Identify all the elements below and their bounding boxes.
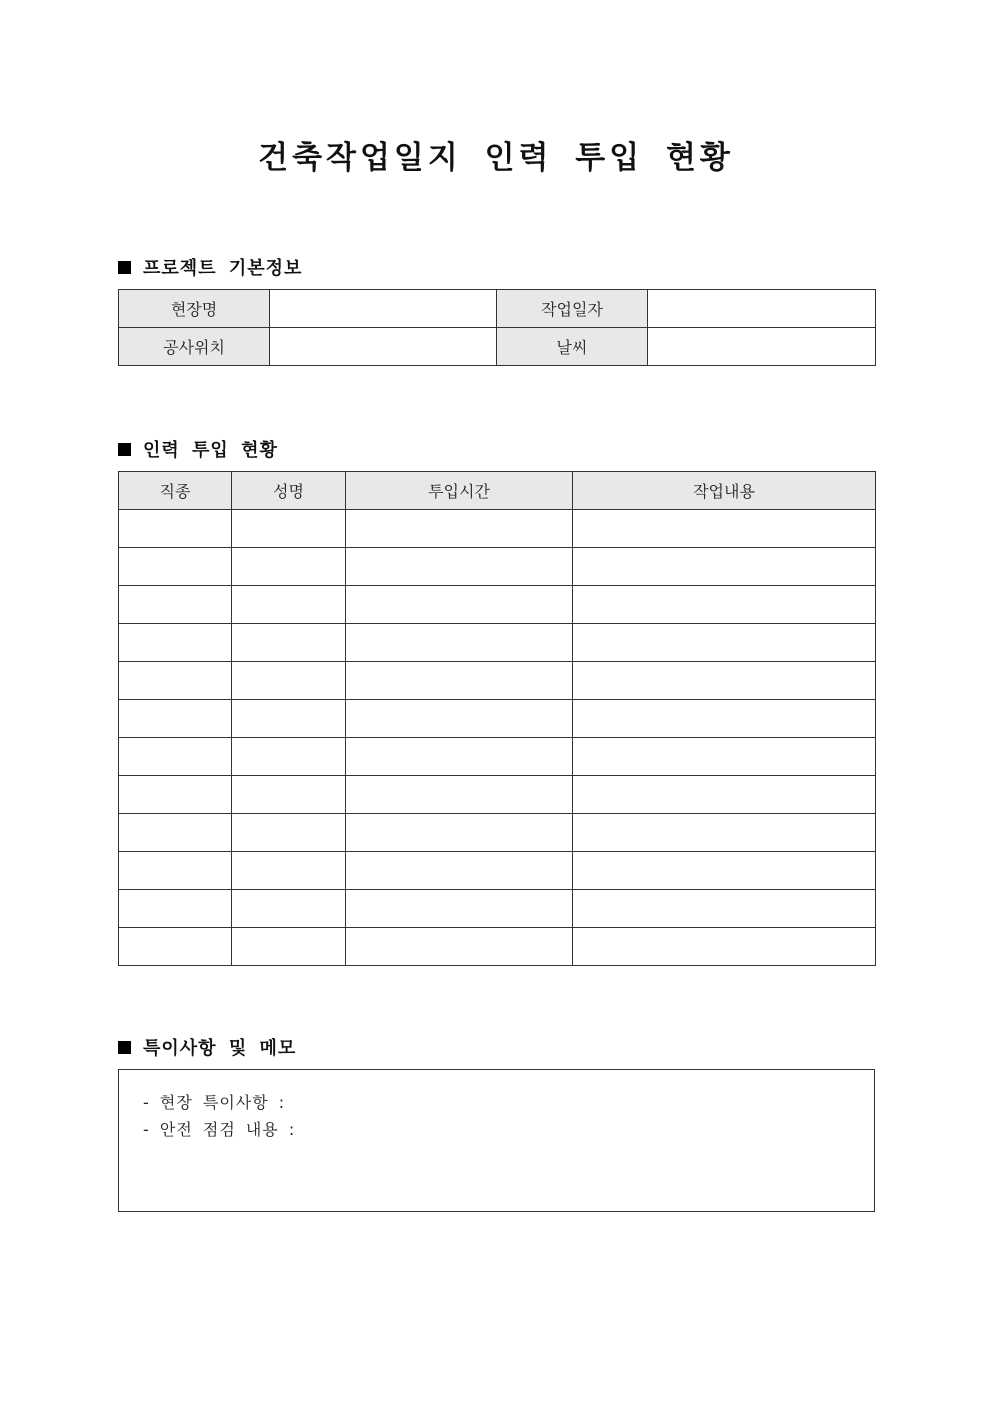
table-cell[interactable]: [232, 662, 346, 700]
label-work-date: 작업일자: [497, 290, 648, 328]
table-cell[interactable]: [346, 548, 573, 586]
label-weather: 날씨: [497, 328, 648, 366]
labor-table: [118, 471, 876, 966]
table-row: [119, 814, 876, 852]
table-cell[interactable]: [346, 928, 573, 966]
table-cell[interactable]: [119, 928, 232, 966]
table-cell[interactable]: [119, 890, 232, 928]
table-cell[interactable]: [346, 738, 573, 776]
section-heading-label: 인력 투입 현황: [143, 440, 278, 461]
memo-box[interactable]: [118, 1069, 875, 1212]
section-heading-project-info: [118, 254, 302, 280]
site-name-field[interactable]: [270, 290, 497, 328]
table-cell[interactable]: [232, 814, 346, 852]
square-bullet-icon: [118, 1041, 131, 1054]
table-cell[interactable]: [346, 814, 573, 852]
table-row: [119, 738, 876, 776]
table-row: [119, 586, 876, 624]
table-cell[interactable]: [346, 586, 573, 624]
table-cell[interactable]: [119, 700, 232, 738]
table-cell[interactable]: [232, 586, 346, 624]
table-row: [119, 548, 876, 586]
table-cell[interactable]: [119, 624, 232, 662]
table-row: [119, 890, 876, 928]
table-cell[interactable]: [573, 814, 876, 852]
table-cell[interactable]: [119, 586, 232, 624]
section-heading-label: 프로젝트 기본정보: [143, 258, 303, 279]
table-cell[interactable]: [232, 776, 346, 814]
section-heading-labor: [118, 436, 278, 462]
page-title: 건축작업일지 인력 투입 현황: [258, 140, 734, 176]
table-cell[interactable]: [232, 738, 346, 776]
table-cell[interactable]: [573, 928, 876, 966]
table-cell[interactable]: [119, 738, 232, 776]
table-cell[interactable]: [119, 776, 232, 814]
section-heading-memo: [118, 1034, 296, 1060]
section-heading-label: 특이사항 및 메모: [143, 1038, 297, 1059]
column-header-work: 작업내용: [573, 472, 876, 510]
table-cell[interactable]: [119, 852, 232, 890]
table-cell[interactable]: [573, 738, 876, 776]
label-site-name: 현장명: [119, 290, 270, 328]
column-header-name: 성명: [232, 472, 346, 510]
table-cell[interactable]: [119, 510, 232, 548]
table-cell[interactable]: [346, 890, 573, 928]
table-cell[interactable]: [573, 852, 876, 890]
table-cell[interactable]: [573, 510, 876, 548]
table-cell[interactable]: [119, 548, 232, 586]
table-cell[interactable]: [232, 548, 346, 586]
table-cell[interactable]: [346, 624, 573, 662]
project-info-table: [118, 289, 876, 366]
table-cell[interactable]: [573, 662, 876, 700]
column-header-hours: 투입시간: [346, 472, 573, 510]
table-row: [119, 662, 876, 700]
table-cell[interactable]: [346, 776, 573, 814]
table-cell[interactable]: [573, 776, 876, 814]
table-cell[interactable]: [232, 852, 346, 890]
memo-line-site-notes: - 현장 특이사항 :: [143, 1093, 286, 1112]
table-cell[interactable]: [573, 890, 876, 928]
memo-line-safety-check: - 안전 점검 내용 :: [143, 1120, 296, 1139]
table-cell[interactable]: [119, 662, 232, 700]
table-cell[interactable]: [573, 586, 876, 624]
table-row: [119, 700, 876, 738]
weather-field[interactable]: [648, 328, 876, 366]
table-cell[interactable]: [119, 814, 232, 852]
table-cell[interactable]: [346, 852, 573, 890]
square-bullet-icon: [118, 261, 131, 274]
work-date-field[interactable]: [648, 290, 876, 328]
table-cell[interactable]: [232, 928, 346, 966]
table-row: [119, 928, 876, 966]
table-cell[interactable]: [573, 700, 876, 738]
table-row: [119, 510, 876, 548]
table-row: [119, 776, 876, 814]
square-bullet-icon: [118, 443, 131, 456]
table-cell[interactable]: [232, 510, 346, 548]
column-header-trade: 직종: [119, 472, 232, 510]
table-row: [119, 624, 876, 662]
table-row: [119, 852, 876, 890]
location-field[interactable]: [270, 328, 497, 366]
labor-table-header: [119, 472, 876, 510]
table-cell[interactable]: [232, 890, 346, 928]
table-cell[interactable]: [346, 510, 573, 548]
table-cell[interactable]: [232, 624, 346, 662]
table-cell[interactable]: [232, 700, 346, 738]
table-cell[interactable]: [346, 700, 573, 738]
label-location: 공사위치: [119, 328, 270, 366]
table-cell[interactable]: [346, 662, 573, 700]
table-cell[interactable]: [573, 548, 876, 586]
table-cell[interactable]: [573, 624, 876, 662]
